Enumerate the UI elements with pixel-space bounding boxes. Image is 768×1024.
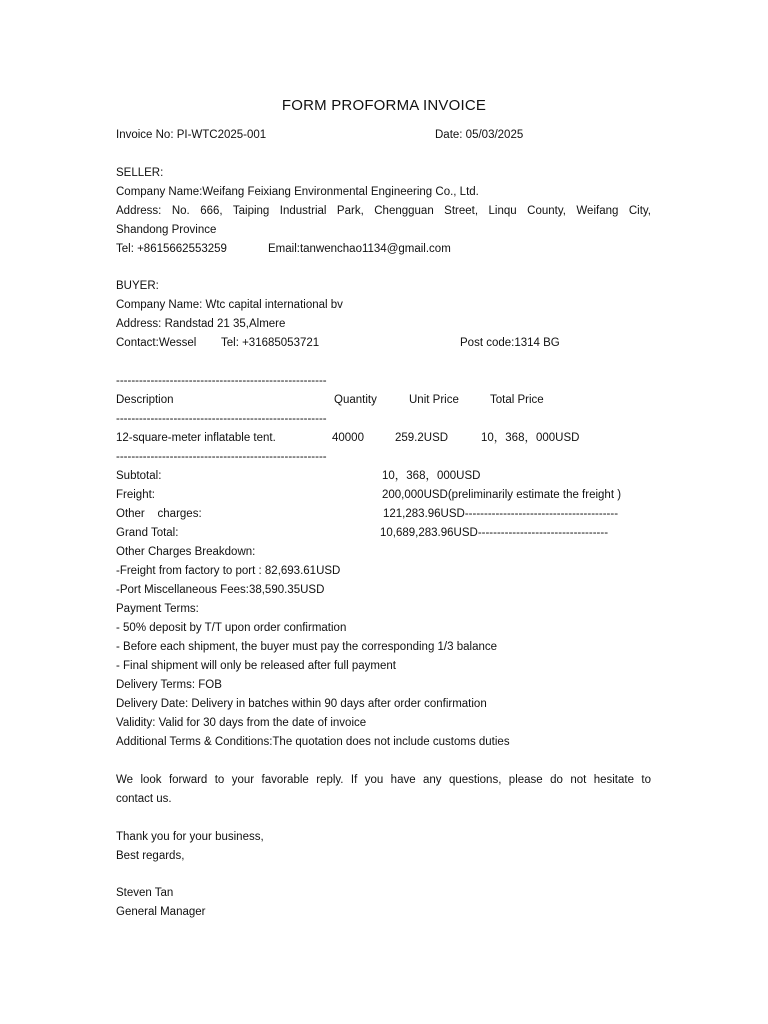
header-unit-price: Unit Price xyxy=(409,394,459,406)
subtotal-label: Subtotal: xyxy=(116,470,162,482)
invoice-number: Invoice No: PI-WTC2025-001 xyxy=(116,129,267,141)
buyer-company: Company Name: Wtc capital international bv xyxy=(116,299,343,311)
buyer-address: Address: Randstad 21 35,Almere xyxy=(116,318,286,330)
grand-total-label: Grand Total: xyxy=(116,527,179,539)
signer-name: Steven Tan xyxy=(116,887,174,899)
regards-line: Best regards, xyxy=(116,850,185,862)
item-quantity: 40000 xyxy=(332,432,364,444)
item-unit-price: 259.2USD xyxy=(395,432,449,444)
payment-term-deposit: - 50% deposit by T/T upon order confirmation xyxy=(116,622,347,634)
document-title: FORM PROFORMA INVOICE xyxy=(281,97,487,114)
seller-tel: Tel: +8615662553259 xyxy=(116,243,227,255)
other-charges-label: Other charges: xyxy=(116,508,202,520)
additional-terms: Additional Terms & Conditions:The quotation does not include customs duties xyxy=(116,736,510,748)
separator-line: ------------------------------------------------------- xyxy=(116,413,327,425)
buyer-post-code: Post code:1314 BG xyxy=(460,337,560,349)
separator-line: ------------------------------------------------------- xyxy=(116,375,327,387)
breakdown-freight: -Freight from factory to port : 82,693.61USD xyxy=(116,565,341,577)
header-description: Description xyxy=(116,394,174,406)
buyer-heading: BUYER: xyxy=(116,280,159,292)
payment-term-final: - Final shipment will only be released after full payment xyxy=(116,660,396,672)
charges-breakdown-heading: Other Charges Breakdown: xyxy=(116,546,256,558)
freight-label: Freight: xyxy=(116,489,155,501)
invoice-date: Date: 05/03/2025 xyxy=(435,129,524,141)
grand-total-value: 10,689,283.96USD---------------------------------- xyxy=(380,527,609,539)
seller-heading: SELLER: xyxy=(116,167,164,179)
delivery-date: Delivery Date: Delivery in batches within 90 days after order confirmation xyxy=(116,698,487,710)
payment-term-balance: - Before each shipment, the buyer must pay the corresponding 1/3 balance xyxy=(116,641,498,653)
closing-line2: contact us. xyxy=(116,793,172,805)
signer-position: General Manager xyxy=(116,906,206,918)
header-total-price: Total Price xyxy=(490,394,544,406)
buyer-contact: Contact:Wessel xyxy=(116,337,197,349)
breakdown-port-fees: -Port Miscellaneous Fees:38,590.35USD xyxy=(116,584,325,596)
separator-line: ------------------------------------------------------- xyxy=(116,451,327,463)
item-description: 12-square-meter inflatable tent. xyxy=(116,432,276,444)
seller-company: Company Name:Weifang Feixiang Environmental Engineering Co., Ltd. xyxy=(116,186,479,198)
freight-value: 200,000USD(preliminarily estimate the freight ) xyxy=(382,489,622,501)
closing-line1: We look forward to your favorable reply. If you have any questions, please do not hesitate to xyxy=(116,774,651,786)
other-charges-value: 121,283.96USD---------------------------------------- xyxy=(383,508,619,520)
header-quantity: Quantity xyxy=(334,394,377,406)
subtotal-value: 10，368，000USD xyxy=(382,470,481,482)
delivery-terms: Delivery Terms: FOB xyxy=(116,679,222,691)
thanks-line: Thank you for your business, xyxy=(116,831,264,843)
item-total-price: 10，368，000USD xyxy=(481,432,580,444)
payment-terms-heading: Payment Terms: xyxy=(116,603,199,615)
seller-email: Email:tanwenchao1134@gmail.com xyxy=(268,243,451,255)
buyer-tel: Tel: +31685053721 xyxy=(221,337,320,349)
seller-address-line2: Shandong Province xyxy=(116,224,217,236)
validity: Validity: Valid for 30 days from the date of invoice xyxy=(116,717,367,729)
seller-address-line1: Address: No. 666, Taiping Industrial Park, Chengguan Street, Linqu County, Weifang City, xyxy=(116,205,651,217)
